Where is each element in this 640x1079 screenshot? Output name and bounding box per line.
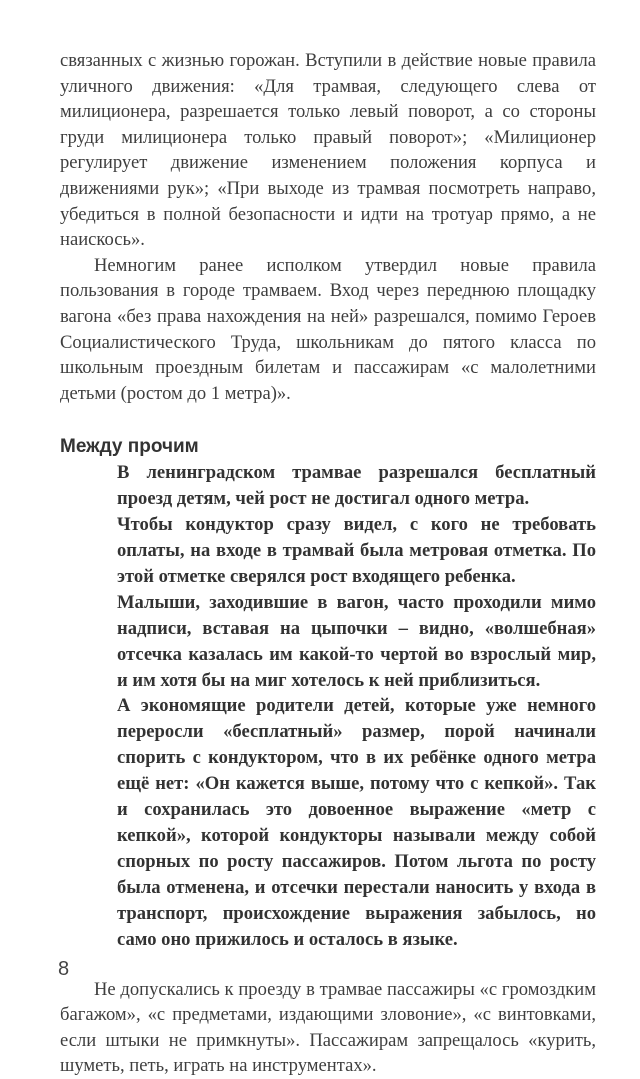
sidebar-paragraph-4: А экономящие родители детей, которые уже немного переросли «бесплатный» размер, порой начинали спорить с кондуктором, что в их ребёнке одного метра ещё нет: «Он кажется выше, потому что с кепкой». Так и сохранилась это довоенное выражение «метр с кепкой», которой кондукторы называли между собой спорных по росту пассажиров. Потом льгота по росту была отменена, и отсечки перестали наносить у входа в транспорт, происхождение выражения забылось, но само оно прижилось и осталось в языке. <box>117 695 596 950</box>
sidebar-paragraph-1: В ленинградском трамвае разрешался бесплатный проезд детям, чей рост не достигал одного метра. <box>117 462 596 510</box>
closing-section <box>60 977 596 1079</box>
book-page <box>60 48 596 1079</box>
sidebar-paragraph-3: Малыши, заходившие в вагон, часто проходили мимо надписи, вставая на цыпочки – видно, «волшебная» отсечка казалась им какой-то чертой во взрослый мир, и им хотя бы на миг хотелось к ней приблизиться. <box>117 591 596 691</box>
sidebar-paragraph-2: Чтобы кондуктор сразу видел, с кого не требовать оплаты, на входе в трамвай была метровая отметка. По этой отметке сверялся рост входящего ребенка. <box>117 514 596 587</box>
intro-paragraph-1: связанных с жизнью горожан. Вступили в действие новые правила уличного движения: «Для трамвая, следующего слева от милиционера, разрешается только левый поворот, а со стороны груди милиционера только правый поворот»; «Милиционер регулирует движение изменением положения корпуса и движениями рук»; «При выходе из трамвая посмотреть направо, убедиться в полной безопасности и идти на тротуар прямо, а не наискось». <box>60 50 596 251</box>
intro-paragraph-2: Немногим ранее исполком утвердил новые правила пользования в городе трамваем. Вход через переднюю площадку вагона «без права нахождения на ней» разрешался, помимо Героев Социалистического Труда, школьникам до пятого класса по школьным проездным билетам и пассажирам «с малолетними детьми (ростом до 1 метра)». <box>60 254 596 404</box>
sidebar-title: Между прочим <box>60 436 199 458</box>
sidebar-body <box>117 460 596 952</box>
closing-paragraph: Не допускались к проезду в трамвае пассажиры «с громоздким багажом», «с предметами, издающими зловоние», «с винтовками, если штыки не примкнуты». Пассажирам запрещалось «курить, шуметь, петь, играть на инструментах». <box>60 978 596 1077</box>
sidebar-box <box>60 434 596 952</box>
page-number: 8 <box>58 958 70 980</box>
